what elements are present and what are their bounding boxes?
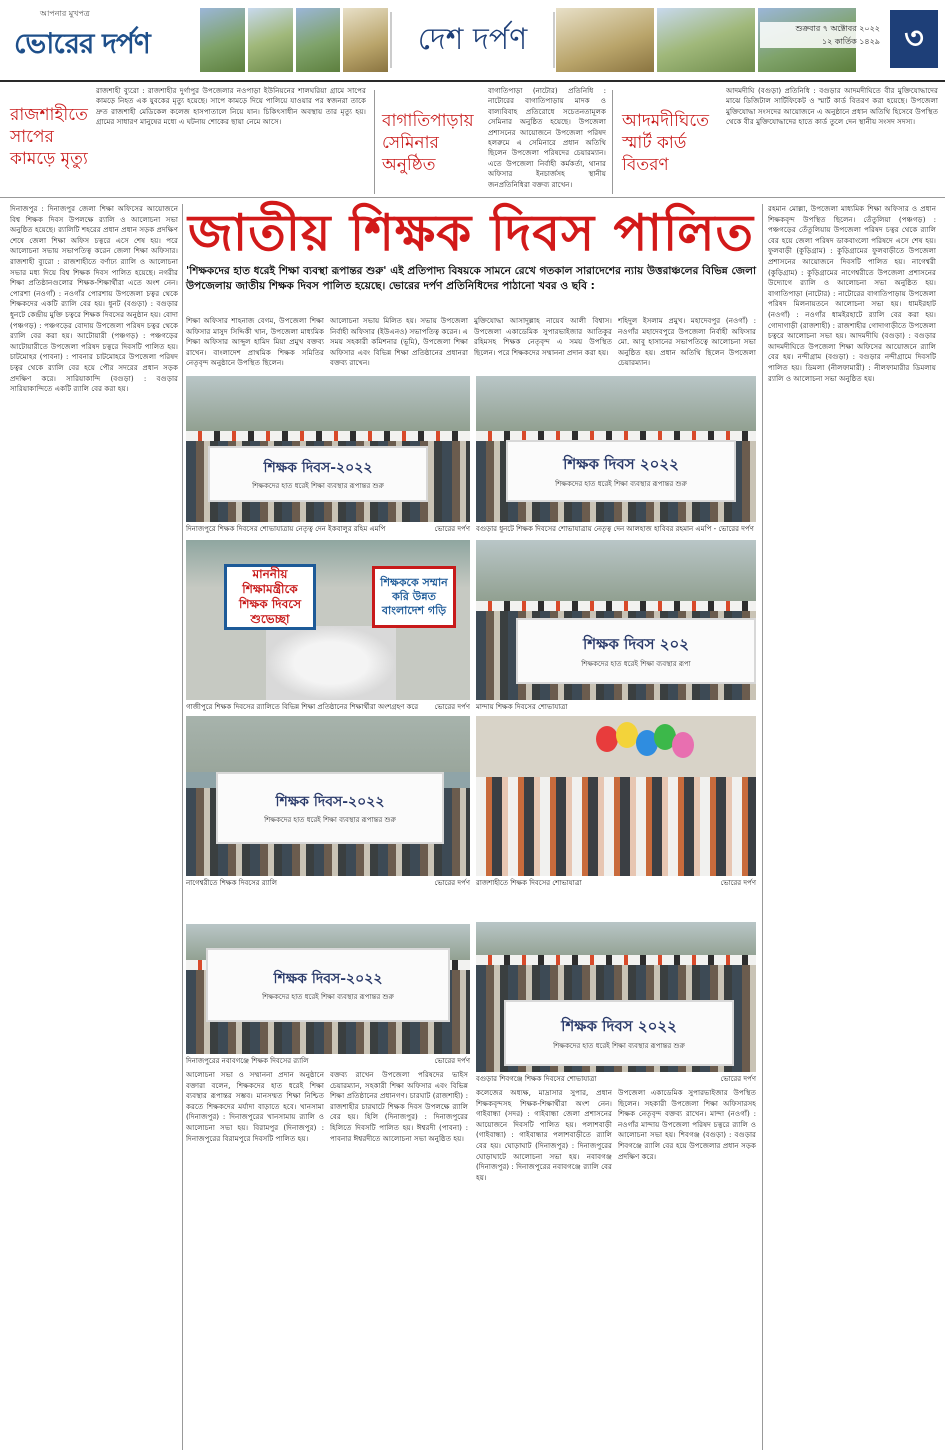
news-photo xyxy=(186,376,470,522)
headline-intro: 'শিক্ষকদের হাত ধরেই শিক্ষা ব্যবস্থা রূপান্তর শুরু' এই প্রতিপাদ্য বিষয়কে সামনে রেখে গতকাল সারাদেশের ন্যায় উত্তরাঞ্চলের বিভিন্ন জেলা উপজেলায় জাতীয় শিক্ষক দিবস পালিত হয়েছে। ভোরের দর্পণ প্রতিনিধিদের পাঠানো খবর ও ছবি : xyxy=(186,265,756,292)
placard-left: মাননীয় শিক্ষামন্ত্রীকে শিক্ষক দিবসে শুভেচ্ছা xyxy=(224,564,316,630)
photo-caption xyxy=(186,524,470,534)
news-photo xyxy=(186,540,470,700)
banner-subtitle: শিক্ষকদের হাত ধরেই শিক্ষা ব্যবস্থার রূপান্তর শুরু xyxy=(252,482,384,490)
rally-banner xyxy=(208,446,428,502)
balloon xyxy=(672,732,694,758)
brief-text: আদমদীঘি (বগুড়া) প্রতিনিধি : বগুড়ার আদমদীঘিতে বীর মুক্তিযোদ্ধাদের মাঝে ডিজিটাল সার্টিফিকেট ও স্মার্ট কার্ড বিতরণ করা হয়েছে। উপজেলা মুক্তিযোদ্ধা সংসদের আয়োজনে এ অনুষ্ঠানে প্রধান অতিথি হিসেবে উপস্থিত থেকে বীর মুক্তিযোদ্ধাদের হাতে কার্ড তুলে দেন স্থানীয় সংসদ সদস্য। xyxy=(726,86,938,127)
date-bangla: ১২ কার্তিক ১৪২৯ xyxy=(821,37,880,46)
article-text: আলোচনা সভায় মিলিত হয়। সভায় উপজেলা নির্বাহী অফিসার (ইউএনও) সভাপতিত্ব করেন। এ সময় সহকারী কমিশনার (ভূমি), উপজেলা শিক্ষা অফিসার এবং বিভিন্ন শিক্ষা প্রতিষ্ঠানের প্রধানরা বক্তব্য রাখেন। xyxy=(330,316,468,368)
news-briefs xyxy=(0,86,945,198)
brand-name: ভোরের দর্পণ xyxy=(14,27,150,60)
rally-banner xyxy=(206,948,450,1022)
column-divider xyxy=(374,90,375,194)
column-divider xyxy=(612,90,613,194)
photo-caption xyxy=(186,1056,470,1066)
photo-credit: ভোরের দর্পণ xyxy=(434,879,470,887)
news-photo xyxy=(476,922,756,1072)
banner-title: শিক্ষক দিবস ২০২২ xyxy=(563,454,679,473)
photo-caption xyxy=(186,702,470,712)
news-photo xyxy=(476,716,756,876)
photo-caption xyxy=(186,878,470,888)
header-photo xyxy=(343,8,388,72)
masthead xyxy=(0,0,945,82)
banner-subtitle: শিক্ষকদের হাত ধরেই শিক্ষা ব্যবস্থার রূপান্তর শুরু xyxy=(553,1041,685,1050)
balloon xyxy=(616,722,638,748)
article-text: বক্তব্য রাখেন উপজেলা পরিষদের ভাইস চেয়ারম্যান, সহকারী শিক্ষা অফিসার এবং বিভিন্ন শিক্ষা প্রতিষ্ঠানের প্রধানগণ। চারঘাট (রাজশাহী) : রাজশাহীর চারঘাটে শিক্ষক দিবস উপলক্ষে র‍্যালি বের হয়। হিলি (দিনাজপুর) : দিনাজপুরের হিলিতে দিবসটি পালিত হয়। ঈশ্বরদী (পাবনা) : পাবনার ঈশ্বরদীতে আলোচনা সভা অনুষ্ঠিত হয়। xyxy=(330,1070,468,1143)
article-text: কলেজের অধ্যক্ষ, মাদ্রাসার সুপার, প্রধান শিক্ষকবৃন্দসহ শিক্ষক-শিক্ষার্থীরা অংশ নেন। গাইবান্ধা (সদর) : গাইবান্ধা জেলা প্রশাসনের আয়োজনে দিবসটি পালিত হয়। পলাশবাড়ী (গাইবান্ধা) : গাইবান্ধার পলাশবাড়ীতে র‍্যালি বের হয়। ঘোড়াঘাট (দিনাজপুর) : দিনাজপুরের ঘোড়াঘাটে আলোচনা সভা হয়। নবাবগঞ্জ (দিনাজপুর) : দিনাজপুরের নবাবগঞ্জে র‍্যালি বের হয়। xyxy=(476,1088,612,1182)
rally-banner xyxy=(516,618,756,684)
banner-subtitle: শিক্ষকদের হাত ধরেই শিক্ষা ব্যবস্থার রূপা xyxy=(581,659,691,668)
logo-tagline: আপনার মুখপত্র xyxy=(40,9,90,18)
date-gregorian: শুক্রবার ৭ অক্টোবর ২০২২ xyxy=(795,24,880,33)
article-column-left: দিনাজপুর : দিনাজপুর জেলা শিক্ষা অফিসের আয়োজনে বিশ্ব শিক্ষক দিবস উপলক্ষে র‍্যালি ও আলোচনা সভা অনুষ্ঠিত হয়েছে। র‍্যালিটি শহরের প্রধান প্রধান সড়ক প্রদক্ষিণ শেষে জেলা শিক্ষা অফিস চত্বরে এসে শেষ হয়। পরে আলোচনা সভায় সভাপতিত্ব করেন জেলা শিক্ষা অফিসার। রাজশাহী ব্যুরো : রাজশাহীতে বর্ণাঢ্য র‍্যালি ও আলোচনা সভার মধ্য দিয়ে বিশ্ব শিক্ষক দিবস পালিত হয়েছে। নগরীর শিক্ষা প্রতিষ্ঠানগুলোর শিক্ষক-শিক্ষার্থীরা এতে অংশ নেন। পোরশা (নওগাঁ) : নওগাঁর পোরশায় উপজেলা চত্বর থেকে শিক্ষকদের একটি র‍্যালি বের হয়। ধুনট (বগুড়া) : বগুড়ার ধুনটে কেন্দ্রীয় মুক্তি চত্বরে শিক্ষক দিবসের অনুষ্ঠান হয়। বোদা (পঞ্চগড়) : পঞ্চগড়ের বোদায় উপজেলা পরিষদ চত্বর থেকে র‍্যালি বের করা হয়। আটোয়ারী (পঞ্চগড়) : পঞ্চগড়ের আটোয়ারীতে উপজেলা পরিষদ চত্বরে দিবসটি পালিত হয়। চাটমোহর (পাবনা) : পাবনার চাটমোহরে উপজেলা পরিষদ চত্বর থেকে র‍্যালি বের হয়ে পৌর সদরের প্রধান সড়ক প্রদক্ষিণ করে। সারিয়াকান্দি (বগুড়া) : বগুড়ার সারিয়াকান্দিতে একটি র‍্যালি বের করা হয়। xyxy=(10,204,178,394)
brief-headline: রাজশাহীতে সাপের কামড়ে মৃত্যু xyxy=(10,105,88,169)
news-photo xyxy=(186,716,470,876)
header-photo-strip-left xyxy=(200,8,388,72)
brief-text: বাগাতিপাড়া (নাটোর) প্রতিনিধি : নাটোরের বাগাতিপাড়ায় মাদক ও বাল্যবিবাহ প্রতিরোধে সচেতনতামূলক সেমিনার অনুষ্ঠিত হয়েছে। উপজেলা প্রশাসনের আয়োজনে উপজেলা পরিষদ হলরুমে এ সেমিনারে প্রধান অতিথি ছিলেন উপজেলা পরিষদের চেয়ারম্যান। এতে উপজেলা নির্বাহী কর্মকর্তা, থানার অফিসার ইনচার্জসহ স্থানীয় জনপ্রতিনিধিরা বক্তব্য রাখেন। xyxy=(488,86,606,189)
header-photo xyxy=(200,8,245,72)
banner-subtitle: শিক্ষকদের হাত ধরেই শিক্ষা ব্যবস্থার রূপান্তর শুরু xyxy=(555,479,687,488)
caption-text: মান্দায় শিক্ষক দিবসের শোভাযাত্রা xyxy=(476,703,568,711)
students-figure xyxy=(266,626,396,700)
section-title: দেশ দর্পণ xyxy=(390,12,555,68)
header-photo xyxy=(556,8,654,72)
photo-caption xyxy=(476,524,756,534)
rally-banner xyxy=(506,440,736,502)
caption-text: দিনাজপুরে শিক্ষক দিবসের শোভাযাত্রায় নেতৃত্ব দেন ইকবালুর রহিম এমপি xyxy=(186,525,386,533)
placard-right: শিক্ষককে সম্মান করি উন্নত বাংলাদেশ গড়ি xyxy=(372,566,456,628)
banner-title: শিক্ষক দিবস-২০২২ xyxy=(273,971,383,987)
column-divider xyxy=(182,204,183,1450)
caption-text: দিনাজপুরের নবাবগঞ্জে শিক্ষক দিবসের র‍্যালি xyxy=(186,1057,309,1065)
photo-credit: ভোরের দর্পণ xyxy=(434,1057,470,1065)
article-text: শিক্ষা অফিসার শাহনাজ বেগম, উপজেলা শিক্ষা অফিসার মাসুদ সিদ্দিকী খান, উপজেলা মাধ্যমিক শিক্ষা অফিসার আব্দুল হামিদ মিয়া প্রমুখ বক্তব্য রাখেন। বাংলাদেশ প্রাথমিক শিক্ষক সমিতির নেতৃবৃন্দ অনুষ্ঠানে উপস্থিত ছিলেন। xyxy=(186,316,324,368)
article-column-right: রহমান মোল্লা, উপজেলা মাধ্যমিক শিক্ষা অফিসার ও প্রধান শিক্ষকবৃন্দ উপস্থিত ছিলেন। তেঁতুলিয়া (পঞ্চগড়) : পঞ্চগড়ের তেঁতুলিয়ায় উপজেলা পরিষদ চত্বর থেকে র‍্যালি বের হয়ে জেলা পরিষদ ডাকবাংলো পরিষদে এসে শেষ হয়। ফুলবাড়ী (কুড়িগ্রাম) : কুড়িগ্রামের ফুলবাড়ীতে উপজেলা প্রশাসনের আয়োজনে দিবসটি পালিত হয়। নাগেশ্বরী (কুড়িগ্রাম) : কুড়িগ্রামের নাগেশ্বরীতে উপজেলা প্রশাসনের উদ্যোগে র‍্যালি ও আলোচনা সভা অনুষ্ঠিত হয়। বাগাতিপাড়া (নাটোর) : নাটোরের বাগাতিপাড়ায় উপজেলা পরিষদ মিলনায়তনে আলোচনা সভা হয়। ধামইরহাট (নওগাঁ) : নওগাঁর ধামইরহাটে র‍্যালি বের করা হয়। গোদাগাড়ী (রাজশাহী) : রাজশাহীর গোদাগাড়ীতে উপজেলা চত্বরে আলোচনা সভা হয়। আদমদীঘি (বগুড়া) : বগুড়ার আদমদীঘিতে উপজেলা শিক্ষা অফিসের আয়োজনে র‍্যালি বের হয়। নন্দীগ্রাম (বগুড়া) : বগুড়ার নন্দীগ্রামে দিবসটি পালিত হয়। ডিমলা (নীলফামারী) : নীলফামারীর ডিমলায় র‍্যালি ও আলোচনা সভা অনুষ্ঠিত হয়। xyxy=(768,204,936,383)
photo-credit: ভোরের দর্পণ xyxy=(434,703,470,711)
photo-caption xyxy=(476,702,756,712)
header-photo xyxy=(657,8,755,72)
photo-credit: ভোরের দর্পণ xyxy=(434,525,470,533)
header-photo xyxy=(248,8,293,72)
balloon xyxy=(596,726,618,752)
rally-banner xyxy=(504,1000,734,1066)
caption-text: বগুড়ার শিবগঞ্জে শিক্ষক দিবসের শোভাযাত্রা xyxy=(476,1075,597,1083)
article-text: উপজেলা একাডেমিক সুপারভাইজার উপস্থিত ছিলেন। সহকারী উপজেলা শিক্ষা অফিসারসহ শিক্ষক নেতৃবৃন্দ বক্তব্য রাখেন। মান্দা (নওগাঁ) : নওগাঁর মান্দায় উপজেলা পরিষদ চত্বরে র‍্যালি ও আলোচনা সভা হয়। শিবগঞ্জ (বগুড়া) : বগুড়ার শিবগঞ্জে র‍্যালি বের হয়ে উপজেলার প্রধান সড়ক প্রদক্ষিণ করে। xyxy=(618,1088,756,1161)
caption-text: বগুড়ার ধুনটে শিক্ষক দিবসের শোভাযাত্রায় নেতৃত্ব দেন আলহাজ হাবিবর রহমান এমপি - ভোরের দর্পণ xyxy=(476,525,754,533)
brief-headline: আদমদীঘিতে স্মার্ট কার্ড বিতরণ xyxy=(622,111,709,175)
banner-subtitle: শিক্ষকদের হাত ধরেই শিক্ষা ব্যবস্থার রূপান্তর শুরু xyxy=(264,816,396,824)
banner-subtitle: শিক্ষকদের হাত ধরেই শিক্ষা ব্যবস্থার রূপান্তর শুরু xyxy=(262,993,394,1001)
dateline xyxy=(760,22,880,48)
page-number: ৩ xyxy=(890,10,938,68)
brief-headline: বাগাতিপাড়ায় সেমিনার অনুষ্ঠিত xyxy=(382,111,474,175)
newspaper-logo xyxy=(14,8,194,72)
article-text: শহিদুল ইসলাম প্রমুখ। মহাদেবপুর (নওগাঁ) : নওগাঁর মহাদেবপুরে উপজেলা নির্বাহী অফিসার মো. আবু হাসানের সভাপতিত্বে আলোচনা সভা অনুষ্ঠিত হয়। প্রধান অতিথি ছিলেন উপজেলা চেয়ারম্যান। xyxy=(618,316,756,368)
article-text: মুক্তিযোদ্ধা আসাদুল্লাহ নায়েব আলী বিশ্বাস। উপজেলা একাডেমিক সুপারভাইজার আতিকুর রহিমসহ শিক্ষক নেতৃবৃন্দ এ সময় উপস্থিত ছিলেন। পরে শিক্ষকদের সম্মাননা প্রদান করা হয়। xyxy=(474,316,612,357)
article-text: আলোচনা সভা ও সম্মাননা প্রদান অনুষ্ঠানে বক্তারা বলেন, শিক্ষকদের হাত ধরেই শিক্ষা ব্যবস্থার রূপান্তর সম্ভব। মানসম্মত শিক্ষা নিশ্চিত করতে শিক্ষকদের মর্যাদা বাড়াতে হবে। খানসামা (দিনাজপুর) : দিনাজপুরের খানসামায় র‍্যালি ও আলোচনা সভা হয়। বিরামপুর (দিনাজপুর) : দিনাজপুরের বিরামপুরে দিবসটি পালিত হয়। xyxy=(186,1070,324,1143)
column-divider xyxy=(762,204,763,1450)
photo-caption xyxy=(476,878,756,888)
news-photo xyxy=(186,924,470,1054)
photo-credit: ভোরের দর্পণ xyxy=(720,1075,756,1083)
brief-text: রাজশাহী ব্যুরো : রাজশাহীর দুর্গাপুর উপজেলার নওপাড়া ইউনিয়নের শালঘরিয়া গ্রামে সাপের কামড়ে নিহত এক যুবকের মৃত্যু হয়েছে। সাপে কামড়ে দিয়ে পালিয়ে যাওয়ার পর স্বজনরা তাকে দ্রুত রাজশাহী মেডিকেল কলেজ হাসপাতালে নিয়ে যান। চিকিৎসাধীন অবস্থায় তার মৃত্যু হয়। গ্রামের সাধারণ মানুষের মধ্যে এ ঘটনায় শোকের ছায়া নেমে আসে। xyxy=(96,86,366,127)
banner-title: শিক্ষক দিবস-২০২২ xyxy=(263,460,373,476)
news-photo xyxy=(476,376,756,522)
news-photo xyxy=(476,540,756,700)
rally-banner xyxy=(216,772,444,844)
main-headline: জাতীয় শিক্ষক দিবস পালিত xyxy=(187,203,755,262)
caption-text: রাজশাহীতে শিক্ষক দিবসের শোভাযাত্রা xyxy=(476,879,582,887)
photo-caption xyxy=(476,1074,756,1084)
caption-text: নাগেশ্বরীতে শিক্ষক দিবসের র‍্যালি xyxy=(186,879,277,887)
banner-title: শিক্ষক দিবস ২০২২ xyxy=(561,1016,677,1035)
banner-title: শিক্ষক দিবস ২০২ xyxy=(583,634,689,653)
photo-credit: ভোরের দর্পণ xyxy=(720,879,756,887)
header-photo xyxy=(296,8,341,72)
banner-title: শিক্ষক দিবস-২০২২ xyxy=(275,794,385,810)
caption-text: গাজীপুরে শিক্ষক দিবসের র‍্যালিতে বিভিন্ন শিক্ষা প্রতিষ্ঠানের শিক্ষার্থীরা অংশগ্রহণ করে xyxy=(186,703,419,711)
